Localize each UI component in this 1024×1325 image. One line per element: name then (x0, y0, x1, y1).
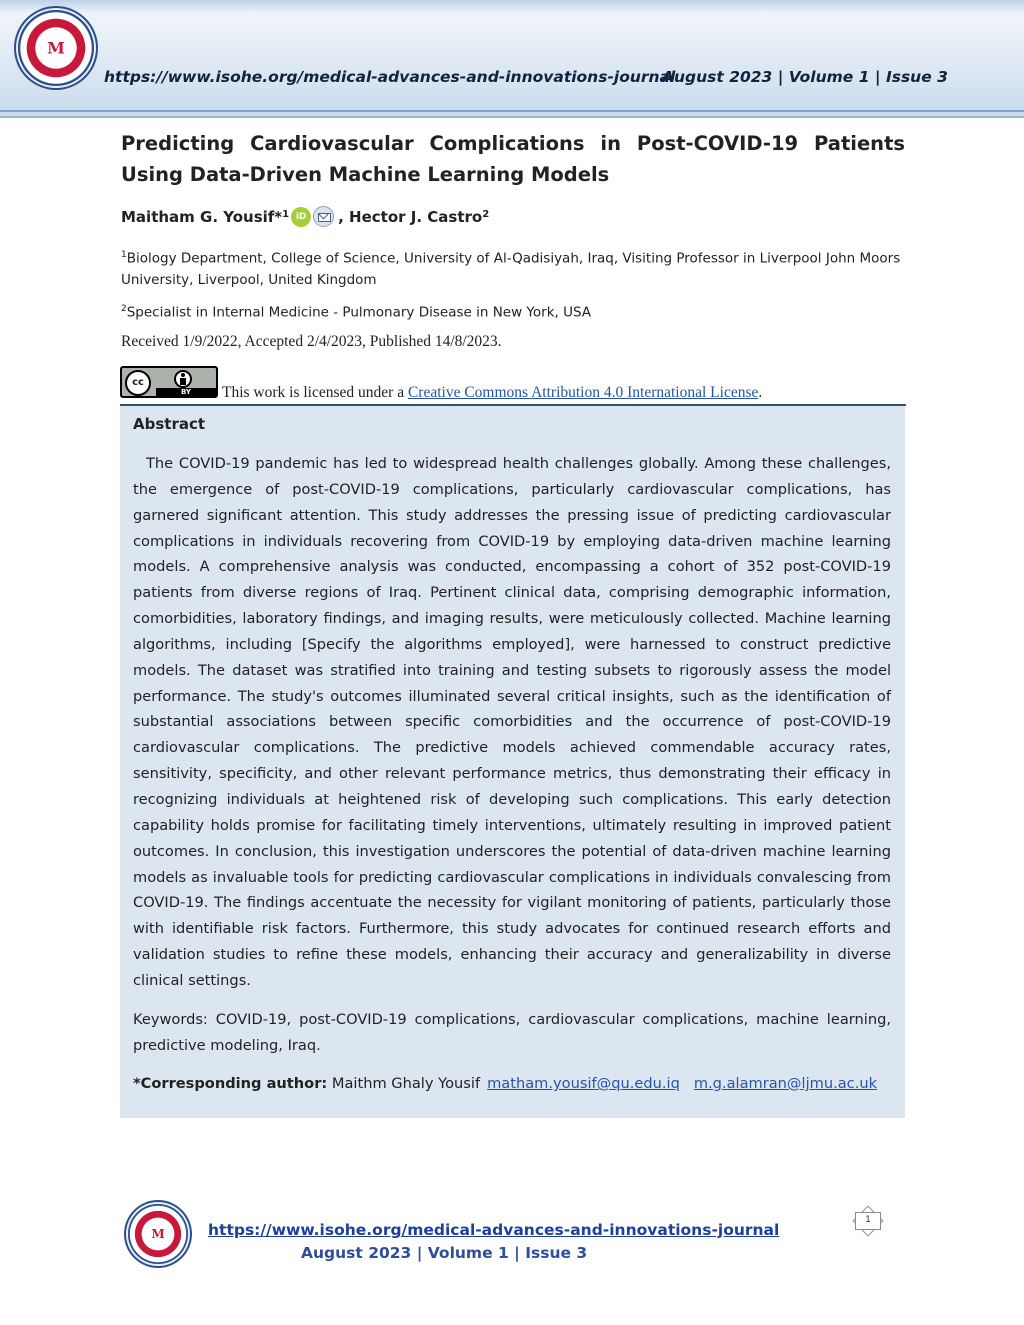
article-title: Predicting Cardiovascular Complications in Post-COVID-19 Patients Using Data-Driven Machine Learning Models (121, 132, 905, 186)
logo-mark: M (47, 38, 65, 58)
author-2-superscript: 2 (482, 209, 490, 220)
email-icon[interactable] (313, 206, 334, 227)
orcid-icon[interactable]: iD (291, 207, 311, 227)
abstract-text: The COVID-19 pandemic has led to widespread health challenges globally. Among these challenges, the emergence of post-COVID-19 complications, particularly cardiovascular complications, has garnered significant attention. This study addresses the pressing issue of predicting cardiovascular complications in individuals recovering from COVID-19 by employing data-driven machine learning models. A comprehensive analysis was conducted, encompassing a cohort of 352 post-COVID-19 patients from diverse regions of Iraq. Pertinent clinical data, comprising demographic information, comorbidities, laboratory findings, and imaging results, were meticulously collected. Machine learning algorithms, including [Specify the algorithms employed], were harnessed to construct predictive models. The dataset was stratified into training and testing subsets to rigorously assess the model performance. The study's outcomes illuminated several critical insights, such as the identification of substantial associations between specific comorbidities and the occurrence of post-COVID-19 cardiovascular complications. The predictive models achieved commendable accuracy rates, sensitivity, specificity, and other relevant performance metrics, thus demonstrating their efficacy in recognizing individuals at heightened risk of developing such complications. This early detection capability holds promise for facilitating timely interventions, ultimately resulting in improved patient outcomes. In conclusion, this investigation underscores the potential of data-driven machine learning models as invaluable tools for predicting cardiovascular complications in individuals convalescing from COVID-19. The findings accentuate the necessity for vigilant monitoring of patients, particularly those with identifiable risk factors. Furthermore, this study advocates for continued research efforts and validation studies to refine these models, enhancing their accuracy and generalizability in diverse clinical settings. (133, 455, 891, 989)
corresponding-label: *Corresponding author: (133, 1075, 328, 1092)
footer-journal-logo-icon (128, 1204, 188, 1264)
author-line (121, 206, 489, 227)
author-1-superscript: 1 (282, 209, 290, 220)
author-2-name: , Hector J. Castro (338, 207, 483, 226)
by-label: BY (156, 388, 216, 397)
affiliation-2-superscript: 2 (121, 304, 127, 314)
creative-commons-badge[interactable] (120, 366, 218, 398)
page-number: 1 (865, 1215, 871, 1225)
license-suffix: . (758, 384, 763, 401)
corresponding-author (133, 1071, 903, 1096)
header-journal-link[interactable]: https://www.isohe.org/medical-advances-and-innovations-journal (104, 68, 676, 86)
email-link-1[interactable]: matham.yousif@qu.edu.iq (487, 1075, 680, 1092)
page-number-badge (851, 1207, 885, 1235)
header-issue-info: August 2023 | Volume 1 | Issue 3 (662, 68, 948, 86)
page-header (0, 0, 1024, 118)
license-prefix: This work is licensed under a (222, 384, 408, 401)
footer-issue-info: August 2023 | Volume 1 | Issue 3 (301, 1244, 588, 1262)
author-1-name: Maitham G. Yousif* (121, 207, 283, 226)
license-link[interactable]: Creative Commons Attribution 4.0 International License (407, 384, 759, 401)
corresponding-name: Maithm Ghaly Yousif (327, 1075, 481, 1092)
affiliation-2-text: Specialist in Internal Medicine - Pulmonary Disease in New York, USA (126, 304, 592, 321)
cc-icon: cc (125, 370, 151, 396)
footer-journal-link[interactable]: https://www.isohe.org/medical-advances-and-innovations-journal (208, 1221, 780, 1239)
attribution-person-icon (174, 370, 192, 388)
affiliation-1 (121, 245, 907, 291)
affiliation-1-superscript: 1 (121, 250, 127, 260)
affiliation-2 (121, 299, 907, 324)
abstract-heading: Abstract (133, 415, 206, 433)
license-statement (222, 384, 762, 402)
footer-logo-mark: M (151, 1227, 165, 1241)
keywords: Keywords: COVID-19, post-COVID-19 complications, cardiovascular complications, machine learning, predictive modeling, Iraq. (133, 1011, 891, 1054)
journal-logo-icon (18, 10, 94, 86)
email-link-2[interactable]: m.g.alamran@ljmu.ac.uk (693, 1075, 878, 1092)
affiliation-1-text: Biology Department, College of Science, University of Al-Qadisiyah, Iraq, Visiting Professor in Liverpool John Moors University, Liverpool, United Kingdom (121, 250, 901, 288)
publication-dates: Received 1/9/2022, Accepted 2/4/2023, Published 14/8/2023. (121, 333, 502, 350)
